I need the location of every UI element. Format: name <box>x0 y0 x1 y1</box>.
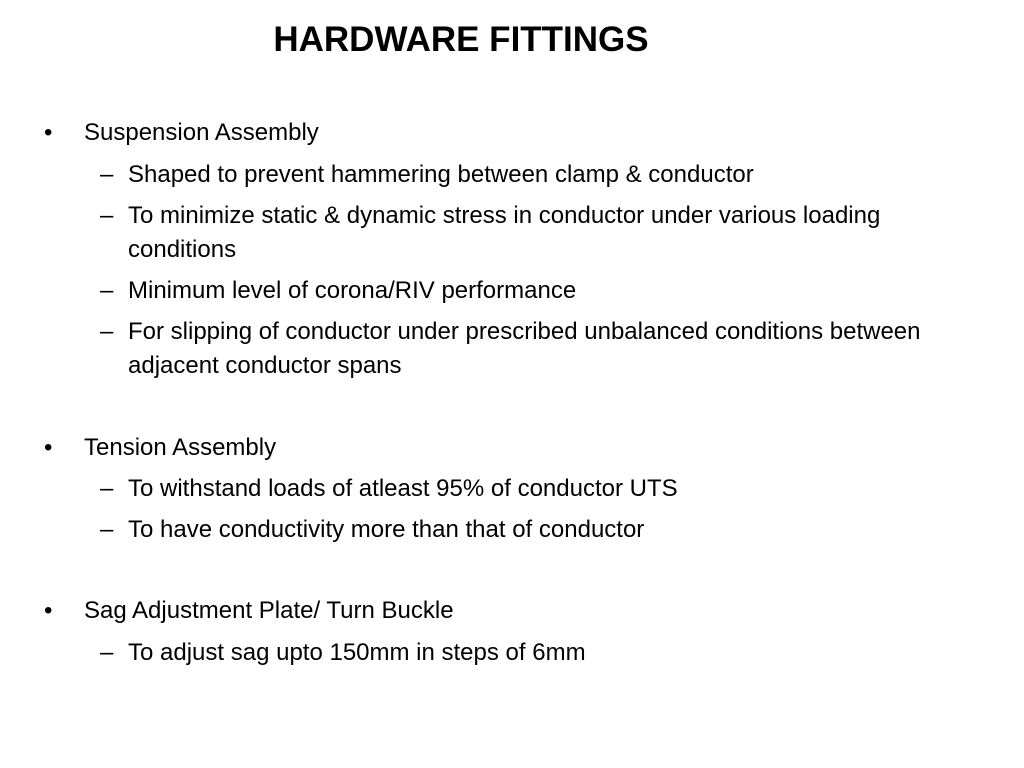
bullet-icon: • <box>44 434 53 461</box>
bullet-heading: Tension Assembly <box>84 434 277 461</box>
slide-title: HARDWARE FITTINGS <box>273 20 649 59</box>
sub-item-text: To adjust sag upto 150mm in steps of 6mm <box>128 639 586 666</box>
dash-icon: – <box>100 318 114 345</box>
dash-icon: – <box>100 277 114 304</box>
dash-icon: – <box>100 475 114 502</box>
sub-item-text: For slipping of conductor under prescribed unbalanced conditions between adjacent conductor spans <box>128 318 921 379</box>
dash-icon: – <box>100 516 114 543</box>
bullet-icon: • <box>44 597 53 624</box>
sub-item-text: To have conductivity more than that of conductor <box>128 516 645 543</box>
dash-icon: – <box>100 639 114 666</box>
sub-item-text: Minimum level of corona/RIV performance <box>128 277 577 304</box>
dash-icon: – <box>100 202 114 229</box>
sub-item-text: To minimize static & dynamic stress in conductor under various loading conditions <box>128 202 881 263</box>
bullet-heading: Suspension Assembly <box>84 119 319 146</box>
bullet-heading: Sag Adjustment Plate/ Turn Buckle <box>84 597 454 624</box>
dash-icon: – <box>100 161 114 188</box>
sub-item-text: Shaped to prevent hammering between clamp & conductor <box>128 161 754 188</box>
bullet-icon: • <box>44 119 53 146</box>
sub-item-text: To withstand loads of atleast 95% of conductor UTS <box>128 475 678 502</box>
